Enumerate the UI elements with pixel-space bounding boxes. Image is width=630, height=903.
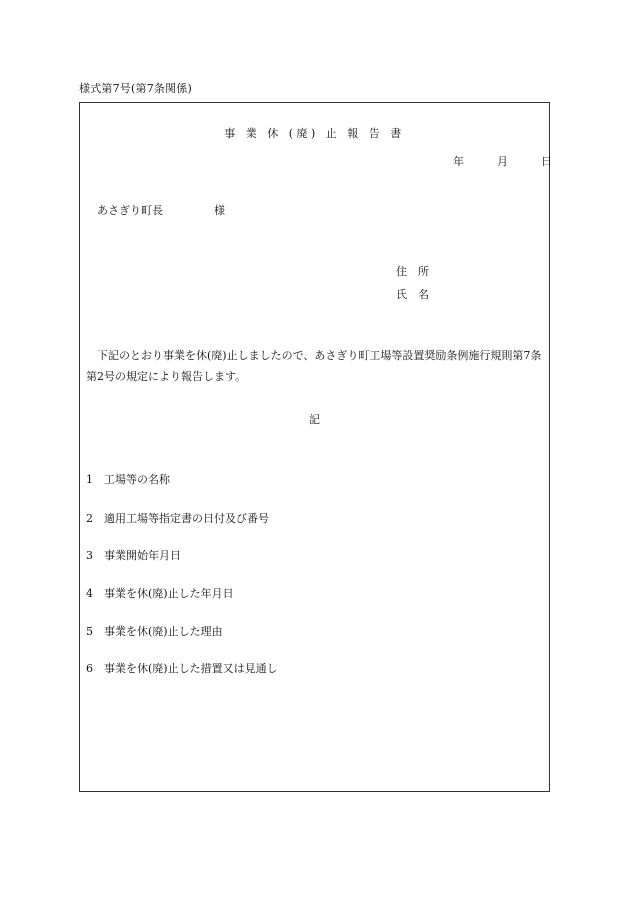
ki-heading: 記 — [309, 413, 320, 426]
address-label: 住 所 — [396, 265, 429, 278]
report-body-text: 下記のとおり事業を休(廃)止しましたので、あさぎり町工場等設置奨励条例施行規則第7条第2号の規定により報告します。 — [86, 349, 542, 383]
honorific: 様 — [214, 204, 225, 217]
list-item — [86, 660, 278, 676]
item-label: 事業開始年月日 — [104, 549, 181, 562]
item-number: 3 — [86, 549, 93, 562]
item-label: 工場等の名称 — [104, 473, 170, 486]
month-label: 月 — [497, 155, 508, 168]
item-label: 事業を休(廃)止した年月日 — [104, 587, 234, 600]
list-item — [86, 471, 170, 487]
list-item — [86, 547, 181, 563]
item-label: 事業を休(廃)止した措置又は見通し — [104, 662, 278, 675]
name-label: 氏 名 — [396, 288, 429, 301]
item-number: 6 — [86, 662, 93, 675]
date-line — [453, 153, 552, 169]
item-number: 5 — [86, 625, 93, 638]
day-label: 日 — [541, 155, 552, 168]
list-item — [86, 623, 223, 639]
list-item — [86, 585, 234, 601]
document-title: 事 業 休 (廃) 止 報 告 書 — [224, 127, 405, 140]
item-label: 適用工場等指定書の日付及び番号 — [104, 512, 269, 525]
item-number: 2 — [86, 512, 93, 525]
item-label: 事業を休(廃)止した理由 — [104, 625, 223, 638]
item-number: 1 — [86, 473, 93, 486]
report-form-frame — [79, 102, 550, 792]
form-number-label: 様式第7号(第7条関係) — [79, 82, 192, 95]
addressee: あさぎり町長 — [97, 204, 163, 217]
item-number: 4 — [86, 587, 93, 600]
list-item — [86, 510, 269, 526]
year-label: 年 — [453, 155, 464, 168]
